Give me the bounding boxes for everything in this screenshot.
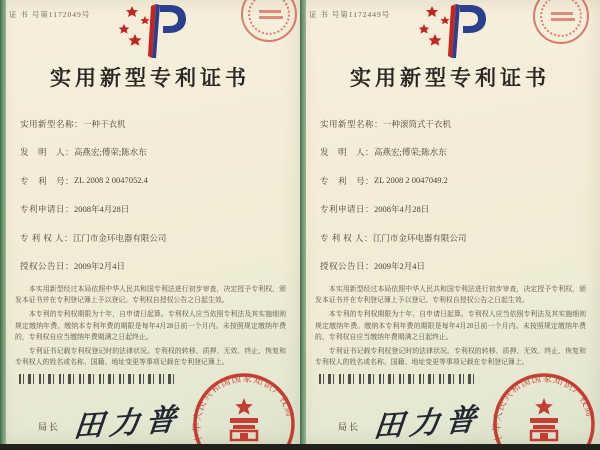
body-paragraph: 本实用新型经过本局依照中华人民共和国专利法进行初步审查，决定授予专利权，颁发本证书并在专利登记簿上予以登记。专利权自授权公告之日起生效。 [315,286,586,305]
body-paragraph: 本专利的专利权期限为十年，自申请日起算。专利权人应当依照专利法及其实施细则规定缴纳年费。缴纳本专利年费的期限是每年4月28日前一个月内。未按照规定缴纳年费的，专利权自应当缴纳年费期满之日起终止。 [15,311,286,341]
barcode [319,374,479,384]
red-round-stamp-icon [241,0,297,42]
field-inventors: 发 明 人： 高燕宏;傅荣;陈水东 [320,147,447,158]
certificate-fields [20,118,285,288]
field-filing-date: 专利申请日： 2008年4月28日 [20,204,130,215]
field-utility-model-name: 实用新型名称： 一种滚筒式干衣机 [320,119,452,129]
field-patentee: 专 利 权 人： 江门市金环电器有限公司 [320,232,467,243]
commissioner-signature: 田力普 [72,403,184,444]
patent-certificate-right [300,0,600,444]
sipo-patent-logo-icon [418,2,488,60]
certificate-fields [320,118,585,288]
barcode [19,374,179,384]
body-paragraph: 本实用新型经过本局依照中华人民共和国专利法进行初步审查，决定授予专利权，颁发本证书并在专利登记簿上予以登记。专利权自授权公告之日起生效。 [15,286,286,305]
certificate-number: 证 书 号第1172049号 [9,10,91,19]
commissioner-signature: 田力普 [372,403,484,444]
certificate-title: 实用新型专利证书 [350,66,550,90]
commissioner-signature-row [338,398,482,442]
certificate-title: 实用新型专利证书 [50,66,250,90]
field-grant-date: 授权公告日： 2009年2月4日 [320,260,426,271]
red-round-stamp-icon [533,0,589,44]
field-patentee: 专 利 权 人： 江门市金环电器有限公司 [20,232,167,243]
sipo-patent-logo-icon [118,2,188,60]
seal-ring-text: 中华人民共和国国家知识产权局 [492,374,595,445]
certificate-number: 证 书 号第1172449号 [309,10,391,19]
sipo-official-seal-icon [492,372,596,444]
body-paragraph: 本专利的专利权期限为十年，自申请日起算。专利权人应当依照专利法及其实施细则规定缴纳年费。缴纳本专利年费的期限是每年4月28日前一个月内。未按照规定缴纳年费的，专利权自应当缴纳年费期满之日起终止。 [315,311,586,341]
certificate-body-text [315,284,586,371]
field-patent-number: 专 利 号： ZL 2008 2 0047049.2 [320,174,448,186]
commissioner-post-label: 局长 [38,421,61,432]
sipo-official-seal-icon [192,372,296,444]
commissioner-post-label: 局长 [338,421,361,432]
certificate-body-text [15,284,286,371]
commissioner-signature-row [38,398,182,442]
field-utility-model-name: 实用新型名称： 一种干衣机 [20,119,126,129]
seal-ring-text: 中华人民共和国国家知识产权局 [192,374,295,445]
field-patent-number: 专 利 号： ZL 2008 2 0047052.4 [20,174,148,186]
field-inventors: 发 明 人： 高燕宏;傅荣;陈水东 [20,147,147,158]
patent-certificate-left [0,0,300,444]
field-filing-date: 专利申请日： 2008年4月28日 [320,204,430,215]
field-grant-date: 授权公告日： 2009年2月4日 [20,260,126,271]
body-paragraph: 专利证书记载专利权登记时的法律状况。专利权的转移、质押、无效、终止、恢复和专利权人的姓名或名称、国籍、地址变更等事项记载在专利登记簿上。 [15,347,286,367]
body-paragraph: 专利证书记载专利权登记时的法律状况。专利权的转移、质押、无效、终止、恢复和专利权人的姓名或名称、国籍、地址变更等事项记载在专利登记簿上。 [315,347,586,367]
